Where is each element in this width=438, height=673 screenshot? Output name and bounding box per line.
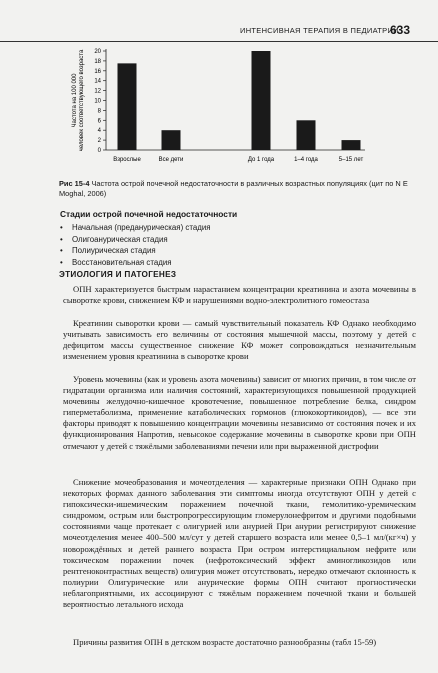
bar: [162, 130, 181, 150]
x-tick-label: Взрослые: [113, 157, 141, 163]
bar: [252, 51, 271, 150]
section-heading: ЭТИОЛОГИЯ И ПАТОГЕНЕЗ: [59, 270, 177, 279]
x-tick-label: До 1 года: [247, 157, 275, 163]
page-number: 633: [390, 23, 411, 37]
header-rule: [0, 41, 438, 42]
y-tick-label: 0: [97, 148, 101, 154]
bar: [297, 120, 316, 150]
y-tick-label: 4: [97, 128, 101, 135]
list-item: • Олигоанурическая стадия: [60, 234, 211, 246]
y-tick-label: 6: [97, 118, 101, 125]
paragraph: Креатинин сыворотки крови — самый чувствительный показатель КФ Однако необходимо учитывать зависимость его величины от состояния мышечной массы, поэтому у детей с дефицитом массы существенное снижение КФ может сопровождаться незначительным изменением уровня креатинина в сыворотке крови: [63, 318, 416, 362]
running-head: ИНТЕНСИВНАЯ ТЕРАПИЯ В ПЕДИАТРИИ: [240, 26, 399, 35]
bar: [342, 140, 361, 150]
figure-caption-text: Частота острой почечной недостаточности в различных возрастных популяциях (цит по N E Moghal, 2006): [59, 179, 408, 198]
y-tick-label: 12: [94, 88, 101, 95]
y-tick-label: 20: [94, 49, 101, 55]
x-tick-label: 5–15 лет: [338, 157, 364, 163]
incidence-bar-chart: [60, 46, 380, 172]
list-item: • Начальная (преданурическая) стадия: [60, 222, 211, 234]
stages-title: Стадии острой почечной недостаточности: [60, 209, 238, 219]
y-axis-label: Частота на 100 000человек соответствующего возраста: [72, 49, 85, 152]
paragraph: Уровень мочевины (как и уровень азота мочевины) зависит от многих причин, в том числе от гидратации организма или наличия состояний, характеризующихся повышенной продукцией мочевины желудочно-кишечное кровотечение, повышенное потребление белка, синдром гиперметаболизма, применение катаболических гормонов (глюкокортикоидов), — все эти факторы приводят к повышению концентрации мочевины независимо от состояния почек и их функционирования Напротив, невысокое содержание мочевины в сыворотке крови при ОПН отмечают у детей с тяжёлыми заболеваниями печени или при выраженной дистрофии: [63, 374, 416, 451]
y-tick-label: 18: [94, 58, 101, 65]
y-tick-label: 14: [94, 78, 101, 85]
figure-caption: [59, 179, 419, 198]
y-tick-label: 8: [97, 108, 101, 115]
y-tick-label: 2: [97, 138, 101, 145]
stages-list: [60, 222, 211, 268]
list-item: • Полиурическая стадия: [60, 245, 211, 257]
y-tick-label: 10: [94, 98, 101, 105]
bar: [118, 63, 137, 150]
paragraph: ОПН характеризуется быстрым нарастанием концентрации креатинина и азота мочевины в сыворотке крови, снижением КФ и нарушениями водно-электролитного гомеостаза: [63, 284, 416, 306]
y-tick-label: 16: [94, 68, 101, 75]
x-tick-label: 1–4 года: [294, 157, 318, 163]
figure-label: Рис 15-4: [59, 179, 90, 188]
x-tick-label: Все дети: [158, 157, 184, 163]
list-item: • Восстановительная стадия: [60, 257, 211, 269]
paragraph: Причины развития ОПН в детском возрасте достаточно разнообразны (табл 15-59): [73, 637, 377, 647]
paragraph: Снижение мочеобразования и мочеотделения — характерные признаки ОПН Однако при некоторых формах данного заболевания эти симптомы иногда отсутствуют ОПН у детей с гипоксически-ишемическим поражением почечной ткани, гемолитико-уремическим синдромом, острым или быстропрогрессирующим гломерулонефритом и другими подобными состояниями чаще протекает с олигурией или анурией При анурии регистрируют снижение мочеотделения менее 400–500 мл/сут у детей старшего возраста или менее 0,5–1 мл/(кг×ч) у новорождённых и детей раннего возраста При остром интерстициальном нефрите или токсическом поражении почек (нефротоксический эффект аминогликозидов или рентгеноконтрастных веществ) олигурия может отсутствовать, нередко отмечают склонность к полиурии Олигурические или анурические формы ОПН считают прогностически неблагоприятными, их ассоциируют с тяжёлым поражением почечной ткани и большей вероятностью летального исхода: [63, 477, 416, 610]
